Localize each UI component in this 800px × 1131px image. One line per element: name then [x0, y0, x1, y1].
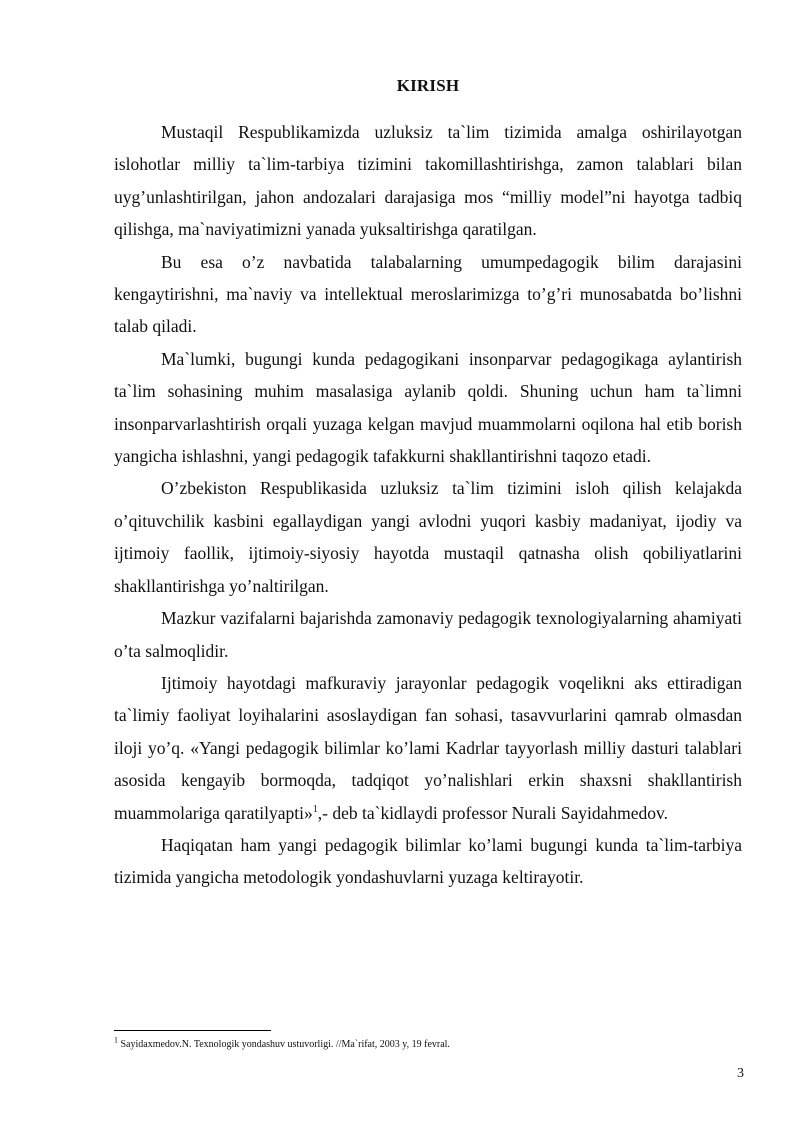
- paragraph-2: Bu esa o’z navbatida talabalarning umumpedagogik bilim darajasini kengaytirishni, ma`naviy va intellektual meroslarimizga to’g’ri munosabatda bo’lishni talab qiladi.: [114, 251, 742, 337]
- footnote-marker: 1: [114, 1035, 118, 1045]
- paragraph-7: Haqiqatan ham yangi pedagogik bilimlar ko’lami bugungi kunda ta`lim-tarbiya tizimida yangicha metodologik yondashuvlarni yuzaga keltirayotir.: [114, 834, 742, 888]
- paragraph-3: Ma`lumki, bugungi kunda pedagogikani insonparvar pedagogikaga aylantirish ta`lim sohasining muhim masalasiga aylanib qoldi. Shuning uchun ham ta`limni insonparvarlashtirish orqali yuzaga kelgan mavjud muammolarni oqilona hal etib borish yangicha ishlashni, yangi pedagogik tafakkurni shakllantirishni taqozo etadi.: [114, 348, 742, 467]
- paragraph-1: Mustaqil Respublikamizda uzluksiz ta`lim tizimida amalga oshirilayotgan islohotlar milliy ta`lim-tarbiya tizimini takomillashtirishga, zamon talablari bilan uyg’unlashtirilgan, jahon andozalari darajasiga mos “milliy model”ni hayotga tadbiq qilishga, ma`naviyatimizni yanada yuksaltirishga qaratilgan.: [114, 122, 742, 240]
- page-title: KIRISH: [396, 76, 460, 95]
- footnote-separator: [114, 1030, 271, 1031]
- paragraph-6-text-after: ,- deb ta`kidlaydi professor Nurali Sayidahmedov.: [317, 802, 668, 823]
- paragraph-6-text-before: Ijtimoiy hayotdagi mafkuraviy jarayonlar pedagogik voqelikni aks ettiradigan ta`limiy faoliyat loyihalarini asoslaydigan fan sohasi, tasavvurlarini qamrab olmasdan iloji yo’q. «Yangi pedagogik bilimlar ko’lami Kadrlar tayyorlash milliy dasturi talablari asosida kengayib bormoqda, tadqiqot yo’nalishlari erkin shaxsni shakllantirish muammolariga qaratilyapti»: [114, 672, 742, 823]
- paragraph-5: Mazkur vazifalarni bajarishda zamonaviy pedagogik texnologiyalarning ahamiyati o’ta salmoqlidir.: [114, 608, 742, 661]
- paragraph-4: O’zbekiston Respublikasida uzluksiz ta`lim tizimini isloh qilish kelajakda o’qituvchilik kasbini egallaydigan yangi avlodni yuqori kasbiy madaniyat, ijodiy va ijtimoiy faollik, ijtimoiy-siyosiy hayotda mustaqil qatnasha olish qobiliyatlarini shakllantirishga yo’naltirilgan.: [114, 478, 742, 596]
- footnote-text: Sayidaxmedov.N. Texnologik yondashuv ustuvorligi. //Ma`rifat, 2003 y, 19 fevral.: [120, 1039, 450, 1050]
- footnote-reference[interactable]: 1: [312, 803, 318, 815]
- document-body: [114, 116, 742, 894]
- footnote: [114, 1035, 742, 1052]
- paragraph-6: [114, 667, 742, 829]
- page-number: 3: [737, 1066, 744, 1081]
